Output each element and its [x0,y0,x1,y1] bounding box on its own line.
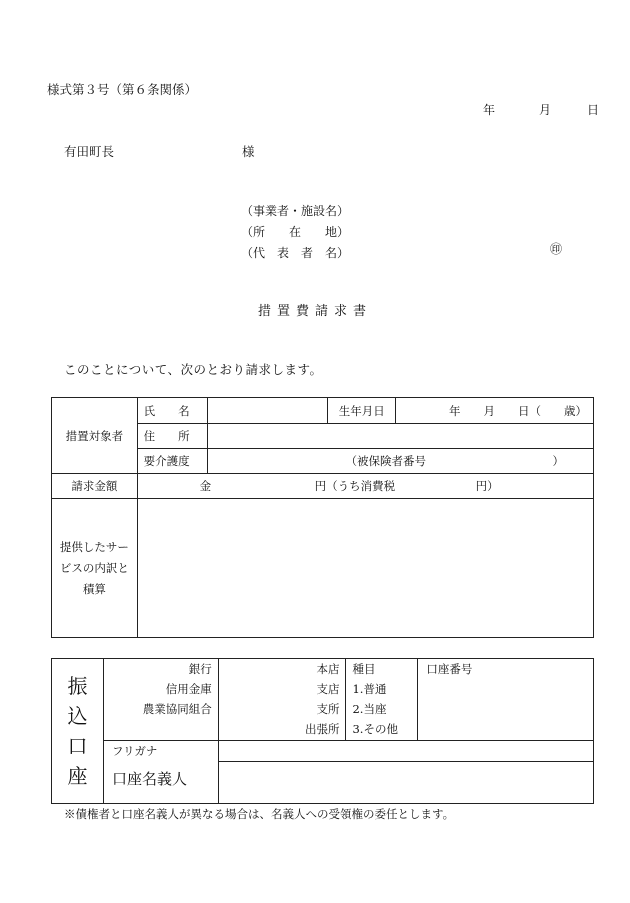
birth-label: 生年月日 [328,398,396,424]
head-office-label: 本店 [316,662,340,676]
furigana-label: フリガナ [111,744,158,758]
type-option-1[interactable]: 1.普通 [352,682,387,696]
service-detail-field[interactable] [137,499,593,638]
branch-label: 支店 [316,682,340,696]
address-field[interactable] [207,424,593,449]
date-month: 月 [539,103,552,117]
credit-bank-label: 信用金庫 [165,682,212,696]
branch-office-label: 支所 [316,702,340,716]
type-option-3[interactable]: 3.その他 [352,722,398,736]
sub-office-label: 出張所 [304,722,340,736]
claim-table [51,397,594,638]
bank-table [51,658,594,804]
amount-field[interactable]: 金 円（うち消費税 円） [137,474,593,499]
bank-type-cell [103,659,218,741]
seal-mark: ㊞ [550,242,563,256]
address-row-label: 住 所 [137,424,207,449]
name-field[interactable] [207,398,328,424]
branch-cell [218,659,346,741]
birth-field[interactable]: 年 月 日（ 歳） [396,398,594,424]
account-holder-field[interactable] [219,762,593,803]
insured-number-field[interactable]: （被保険者番号 ） [207,449,593,474]
footnote: ※債権者と口座名義人が異なる場合は、名義人への受領権の委任とします。 [64,807,455,821]
honorific: 様 [242,144,255,159]
service-label: 提供したサービスの内訳と積算 [52,499,138,638]
account-number-cell[interactable] [418,659,594,741]
name-label: 氏 名 [137,398,207,424]
agri-coop-label: 農業協同組合 [142,702,212,716]
type-option-2[interactable]: 2.当座 [352,702,387,716]
holder-fields [218,741,593,804]
business-name-label: （事業者・施設名） [241,204,350,218]
transfer-account-label: 振込口座 [52,659,104,804]
subject-label: 措置対象者 [52,398,138,474]
account-type-cell [346,659,418,741]
date-day: 日 [587,103,600,117]
holder-label-cell [103,741,218,804]
type-label: 種目 [352,662,376,676]
date-line [483,101,599,118]
intro-text: このことについて、次のとおり請求します。 [64,362,323,377]
account-number-label: 口座番号 [426,662,473,676]
address-label: （所 在 地） [241,225,350,239]
document-title: 措置費請求書 [257,304,372,319]
account-holder-label: 口座名義人 [111,770,187,788]
date-year: 年 [483,103,496,117]
care-level-label: 要介護度 [137,449,207,474]
addressee: 有田町長 [64,144,115,159]
applicant-block [241,201,349,264]
representative-label: （代 表 者 名） [241,246,350,260]
bank-label: 銀行 [188,662,212,676]
form-number: 様式第３号（第６条関係） [47,82,198,97]
furigana-field[interactable] [219,741,593,762]
amount-label: 請求金額 [52,474,138,499]
